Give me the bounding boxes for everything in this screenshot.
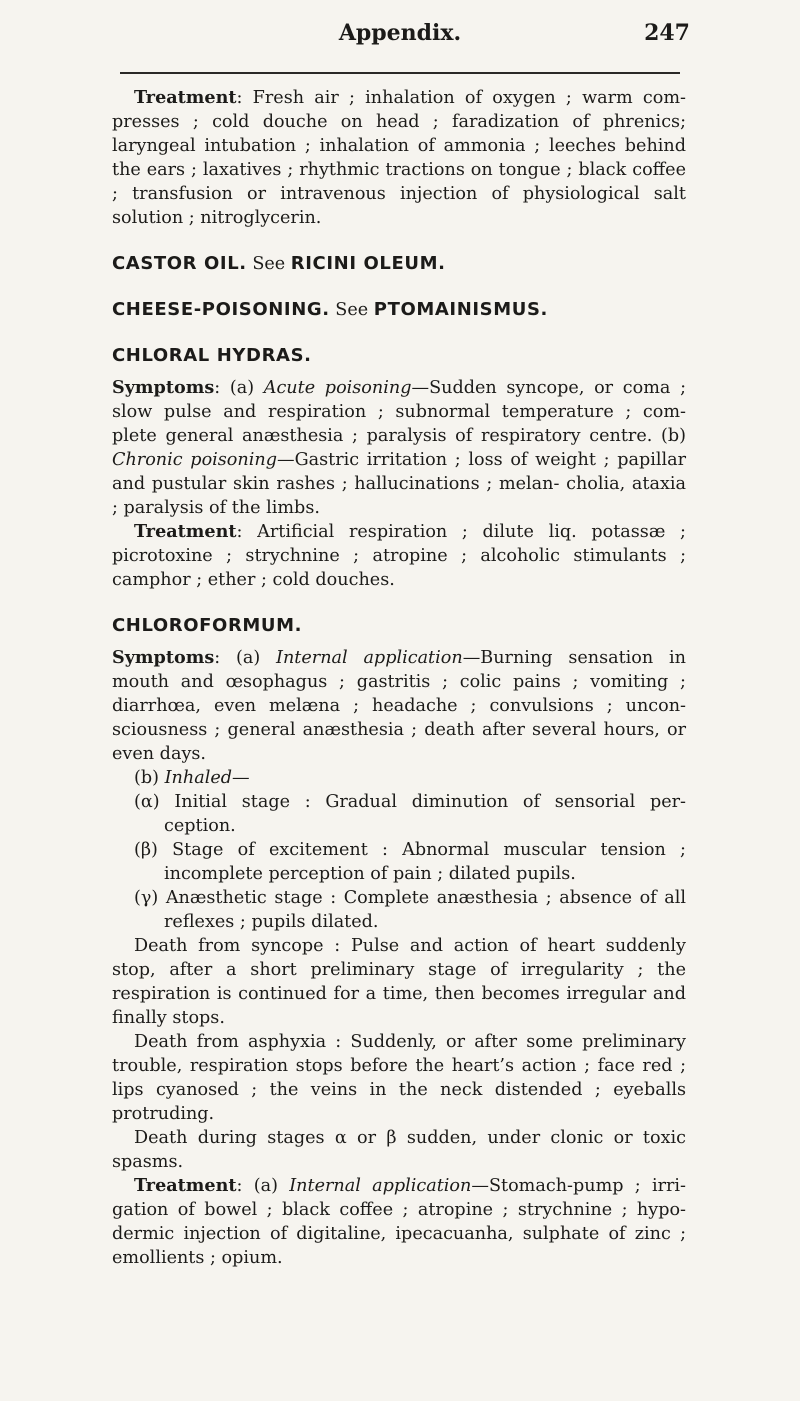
- chloral-symptoms-paragraph: [112, 376, 686, 520]
- treatment-text: —Stomach-pump ; irri- gation of bowel ; black coffee ; atropine ; strychnine ; hypo- dermic injection of digitaline, ipecacuanha, sulphate of zinc ; emollients ; opium.: [112, 1176, 686, 1268]
- stage-alpha: (α) Initial stage : Gradual diminution of sensorial per- ception.: [134, 792, 686, 836]
- item-marker: (b): [661, 426, 687, 446]
- entry-chloral-title: [112, 344, 686, 368]
- item-title: Chronic poisoning: [112, 450, 277, 470]
- page-header: [120, 20, 690, 50]
- death-from-syncope: Death from syncope : Pulse and action of heart suddenly stop, after a short preliminary stage of irregularity ; the respiration is continued for a time, then becomes irregular and finally stops.: [112, 936, 686, 1028]
- chloroform-symptoms-paragraph: [112, 646, 686, 766]
- stage-beta: (β) Stage of excitement : Abnormal muscular tension ; incomplete perception of pain ; dilated pupils.: [134, 840, 686, 884]
- see-word: See: [335, 300, 369, 320]
- item-marker: : (a): [236, 1176, 278, 1196]
- entry-title: CHLORAL HYDRAS.: [112, 345, 312, 366]
- treatment-label: Treatment: [134, 1175, 237, 1196]
- treatment-intro-paragraph: [112, 86, 686, 230]
- item-title: Internal application: [289, 1176, 472, 1196]
- chloroform-inhaled-heading: [112, 766, 686, 790]
- see-word: See: [252, 254, 286, 274]
- treatment-text: : Fresh air ; inhalation of oxygen ; warm com- presses ; cold douche on head ; faradization of phrenics; laryngeal intubation ; inhalation of ammonia ; leeches behind the ears ; laxatives ; rhythmic tractions on tongue ; black coffee ; transfusion or intravenous injection of physiological salt solution ; nitroglycerin.: [112, 88, 686, 228]
- item-text: —Sudden syncope, or coma ; slow pulse and respiration ; subnormal temperature ; com- plete general anæsthesia ; paralysis of respiratory centre.: [112, 378, 686, 446]
- item-title: Internal application: [276, 648, 463, 668]
- item-text: —Gastric irritation ; loss of weight ; papillar and pustular skin rashes ; hallucinations ; melan- cholia, ataxia ; paralysis of the limbs.: [112, 450, 687, 518]
- entry-title: CHEESE-POISONING.: [112, 299, 330, 320]
- entry-chloroform-title: [112, 614, 686, 638]
- symptoms-label: Symptoms: [112, 647, 215, 668]
- item-marker: (b): [134, 768, 159, 788]
- entry-title: CASTOR OIL.: [112, 253, 247, 274]
- cross-reference: PTOMAINISMUS.: [373, 299, 548, 320]
- treatment-label: Treatment: [134, 87, 237, 108]
- item-title: Acute poisoning: [263, 378, 412, 398]
- page-number: 247: [644, 20, 690, 46]
- treatment-label: Treatment: [134, 521, 237, 542]
- item-title: Inhaled—: [164, 768, 250, 788]
- stage-gamma: (γ) Anæsthetic stage : Complete anæsthesia ; absence of all reflexes ; pupils dilated.: [134, 888, 686, 932]
- entry-cheese-poisoning: [112, 298, 686, 322]
- entry-title: CHLOROFORMUM.: [112, 615, 303, 636]
- chloral-treatment-paragraph: [112, 520, 686, 592]
- item-marker: : (a): [214, 378, 255, 398]
- cross-reference: RICINI OLEUM.: [290, 253, 446, 274]
- death-from-asphyxia: Death from asphyxia : Suddenly, or after some preliminary trouble, respiration stops before the heart’s action ; face red ; lips cyanosed ; the veins in the neck distended ; eyeballs protruding.: [112, 1032, 686, 1124]
- item-marker: : (a): [214, 648, 261, 668]
- body-text: [112, 86, 686, 1270]
- treatment-text: : Artificial respiration ; dilute liq. potassæ ; picrotoxine ; strychnine ; atropine ; alcoholic stimulants ; camphor ; ether ; cold douches.: [112, 522, 686, 590]
- entry-castor-oil: [112, 252, 686, 276]
- death-during-stages: Death during stages α or β sudden, under clonic or toxic spasms.: [112, 1128, 686, 1172]
- running-title: Appendix.: [338, 20, 462, 46]
- chloroform-treatment-paragraph: [112, 1174, 686, 1270]
- header-rule: [120, 72, 680, 74]
- symptoms-label: Symptoms: [112, 377, 215, 398]
- item-text: —Burning sensation in mouth and œsophagus ; gastritis ; colic pains ; vomiting ; diarrhœa, even melæna ; headache ; convulsions ; uncon- sciousness ; general anæsthesia ; death after several hours, or even days.: [112, 648, 686, 764]
